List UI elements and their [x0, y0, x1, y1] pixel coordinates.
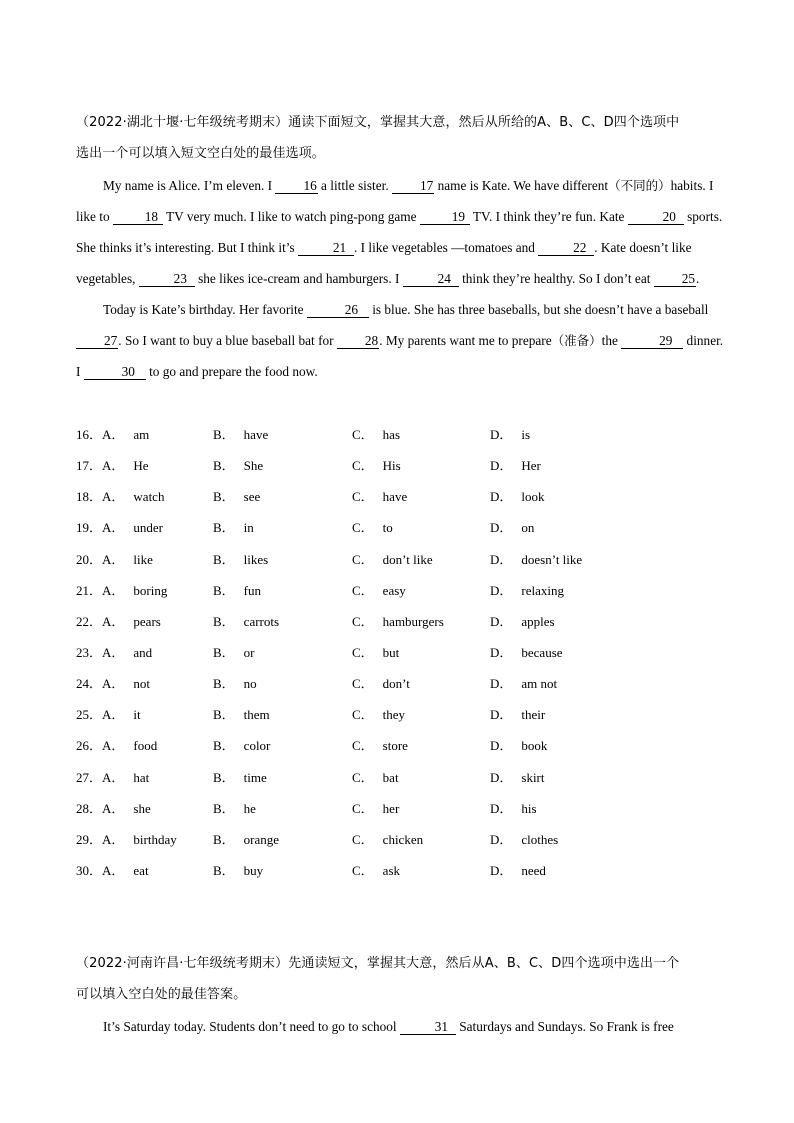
option-b	[213, 450, 263, 481]
option-c	[352, 730, 408, 761]
question-number: 18．	[76, 489, 103, 505]
option-text: hamburgers	[382, 613, 444, 629]
option-letter: B．	[213, 427, 235, 442]
option-text: skirt	[521, 769, 545, 785]
option-letter: C．	[352, 862, 374, 878]
option-text: under	[133, 520, 164, 536]
section2-instructions	[76, 948, 726, 1010]
chinese-gloss: （准备）	[551, 333, 602, 348]
option-text: have	[243, 427, 269, 442]
option-letter: A．	[102, 582, 125, 598]
blank-26: 26	[307, 302, 369, 318]
option-text: but	[382, 644, 400, 660]
option-a	[76, 668, 150, 699]
option-text: see	[243, 489, 261, 505]
option-letter: C．	[352, 738, 374, 754]
option-text: clothes	[521, 831, 559, 847]
option-text: ask	[382, 862, 401, 878]
option-d	[490, 793, 537, 824]
question-row	[76, 699, 726, 730]
question-number: 24．	[76, 676, 103, 692]
option-text: look	[521, 489, 545, 505]
passage-text: TV. I think they’re fun. Kate	[469, 209, 628, 224]
blank-20: 20	[628, 209, 684, 225]
passage-text: think they’re healthy. So I don’t eat	[458, 271, 654, 286]
option-text: to	[382, 520, 393, 536]
instruction-line: 选出一个可以填入短文空白处的最佳选项。	[76, 146, 325, 161]
option-letter: C．	[352, 551, 374, 567]
option-text: they	[382, 707, 406, 723]
passage-text: habits. I like to	[76, 178, 714, 224]
option-text: don’t like	[382, 551, 433, 567]
question-row	[76, 512, 726, 543]
option-d	[490, 637, 563, 668]
question-row	[76, 481, 726, 512]
option-letter: C．	[352, 582, 374, 598]
option-b	[213, 668, 257, 699]
option-text: it	[133, 707, 141, 723]
option-letter: B．	[213, 613, 235, 629]
passage-text: My name is Alice. I’m eleven. I	[103, 178, 276, 193]
blank-21: 21	[298, 240, 354, 256]
option-letter: D．	[490, 707, 513, 723]
option-text: not	[133, 676, 151, 692]
option-c	[352, 419, 400, 450]
option-letter: A．	[102, 831, 125, 847]
option-text: or	[243, 644, 255, 660]
question-row	[76, 730, 726, 761]
option-a	[76, 855, 149, 886]
option-letter: A．	[102, 738, 125, 754]
option-c	[352, 793, 399, 824]
passage-text: the	[601, 333, 622, 348]
option-c	[352, 637, 399, 668]
option-c	[352, 668, 410, 699]
question-row	[76, 575, 726, 606]
blank-28: 28	[337, 333, 379, 349]
option-d	[490, 450, 541, 481]
passage-text: .	[696, 271, 700, 286]
option-letter: D．	[490, 489, 513, 505]
option-a	[76, 824, 177, 855]
option-c	[352, 544, 433, 575]
option-letter: A．	[102, 427, 125, 442]
option-letter: A．	[102, 676, 125, 692]
option-a	[76, 793, 151, 824]
option-text: because	[521, 644, 563, 660]
option-letter: D．	[490, 644, 513, 660]
option-b	[213, 419, 268, 450]
option-b	[213, 575, 261, 606]
option-text: chicken	[382, 831, 424, 847]
passage-paragraph	[76, 170, 726, 294]
option-c	[352, 824, 423, 855]
blank-22: 22	[538, 240, 594, 256]
instruction-line: 可以填入空白处的最佳答案。	[76, 987, 247, 1002]
option-letter: A．	[102, 489, 125, 505]
option-letter: C．	[352, 831, 374, 847]
blank-29: 29	[621, 333, 683, 349]
option-letter: C．	[352, 800, 374, 816]
question-number: 29．	[76, 831, 103, 847]
option-text: he	[243, 800, 256, 816]
option-letter: B．	[213, 644, 235, 660]
question-row	[76, 668, 726, 699]
option-b	[213, 824, 279, 855]
option-text: watch	[133, 489, 165, 505]
option-text: is	[521, 427, 531, 442]
option-text: their	[521, 707, 546, 723]
option-text: eat	[133, 862, 149, 878]
option-letter: B．	[213, 676, 235, 692]
option-letter: C．	[352, 489, 374, 505]
passage-text: . I like vegetables —tomatoes and	[354, 240, 539, 255]
option-d	[490, 419, 530, 450]
chinese-gloss: （不同的）	[608, 178, 671, 193]
passage-text: a little sister.	[317, 178, 392, 193]
option-b	[213, 606, 279, 637]
option-letter: D．	[490, 551, 513, 567]
option-text: apples	[521, 613, 555, 629]
option-text: bat	[382, 769, 399, 785]
option-text: He	[133, 458, 149, 474]
option-c	[352, 762, 399, 793]
option-a	[76, 699, 141, 730]
blank-27: 27	[76, 333, 118, 349]
question-number: 25．	[76, 707, 103, 723]
option-a	[76, 575, 167, 606]
question-number: 26．	[76, 738, 103, 754]
option-letter: C．	[352, 676, 374, 692]
option-a	[76, 481, 164, 512]
option-text: am not	[521, 676, 558, 692]
passage-text: . Kate doesn’t like vegetables,	[76, 240, 692, 286]
option-text: them	[243, 707, 270, 723]
blank-25: 25	[654, 271, 696, 287]
passage-text: . So I want to buy a blue baseball bat for	[118, 333, 337, 348]
question-number: 17．	[76, 458, 103, 474]
section1-instructions	[76, 107, 726, 169]
option-letter: B．	[213, 800, 235, 816]
option-text: have	[382, 489, 408, 505]
question-number: 23．	[76, 644, 103, 660]
question-row	[76, 419, 726, 450]
option-letter: D．	[490, 769, 513, 785]
option-b	[213, 699, 270, 730]
option-letter: A．	[102, 613, 125, 629]
passage-text: she likes ice-cream and hamburgers. I	[194, 271, 403, 286]
option-a	[76, 637, 152, 668]
option-text: relaxing	[521, 582, 564, 598]
option-letter: B．	[213, 458, 235, 474]
passage-2	[76, 1011, 726, 1042]
passage-text: It’s Saturday today. Students don’t need to go to school	[103, 1019, 400, 1034]
option-d	[490, 762, 545, 793]
option-letter: A．	[102, 769, 125, 785]
option-letter: D．	[490, 520, 513, 536]
option-letter: D．	[490, 862, 513, 878]
instruction-line: （2022·湖北十堰·七年级统考期末）通读下面短文，掌握其大意，然后从所给的A、B、C、D四个选项中	[76, 115, 680, 130]
option-letter: B．	[213, 738, 235, 754]
option-a	[76, 730, 157, 761]
option-d	[490, 512, 534, 543]
option-text: birthday	[133, 831, 177, 847]
passage-text: sports. She thinks it’s interesting. But I think it’s	[76, 209, 723, 255]
option-letter: D．	[490, 831, 513, 847]
option-letter: D．	[490, 738, 513, 754]
option-b	[213, 637, 255, 668]
question-row	[76, 855, 726, 886]
option-text: carrots	[243, 613, 280, 629]
question-row	[76, 450, 726, 481]
option-b	[213, 762, 267, 793]
option-letter: C．	[352, 769, 374, 785]
option-d	[490, 575, 564, 606]
option-c	[352, 606, 444, 637]
option-c	[352, 699, 405, 730]
question-number: 28．	[76, 800, 103, 816]
option-letter: A．	[102, 862, 125, 878]
option-text: doesn’t like	[521, 551, 583, 567]
option-letter: B．	[213, 489, 235, 505]
option-text: and	[133, 644, 153, 660]
option-letter: B．	[213, 707, 235, 723]
option-a	[76, 544, 153, 575]
passage-text: dinner. I	[76, 333, 724, 379]
blank-16: 16	[275, 178, 317, 194]
option-text: likes	[243, 551, 269, 567]
option-text: has	[382, 427, 401, 442]
option-letter: A．	[102, 458, 125, 474]
option-a	[76, 762, 149, 793]
option-letter: A．	[102, 800, 125, 816]
option-d	[490, 824, 558, 855]
option-text: She	[243, 458, 264, 474]
passage-1	[76, 170, 726, 387]
question-row	[76, 544, 726, 575]
option-letter: A．	[102, 520, 125, 536]
option-b	[213, 855, 263, 886]
option-d	[490, 481, 545, 512]
option-letter: B．	[213, 862, 235, 878]
option-text: her	[382, 800, 400, 816]
option-c	[352, 512, 393, 543]
option-letter: B．	[213, 582, 235, 598]
passage-text: is blue. She has three baseballs, but she doesn’t have a baseball	[368, 302, 709, 317]
option-letter: A．	[102, 644, 125, 660]
option-a	[76, 512, 163, 543]
option-c	[352, 481, 407, 512]
option-c	[352, 450, 401, 481]
option-d	[490, 730, 547, 761]
option-a	[76, 450, 149, 481]
blank-31: 31	[400, 1019, 456, 1035]
passage-text: Today is Kate’s birthday. Her favorite	[103, 302, 307, 317]
option-text: in	[243, 520, 254, 536]
option-letter: B．	[213, 831, 235, 847]
option-text: hat	[133, 769, 150, 785]
passage-text: TV very much. I like to watch ping-pong game	[162, 209, 420, 224]
option-text: orange	[243, 831, 280, 847]
question-row	[76, 824, 726, 855]
option-b	[213, 544, 268, 575]
option-letter: D．	[490, 613, 513, 629]
option-d	[490, 668, 557, 699]
option-letter: D．	[490, 458, 513, 474]
blank-24: 24	[403, 271, 459, 287]
passage-text: Saturdays and Sundays. So Frank is free	[455, 1019, 674, 1034]
option-text: buy	[243, 862, 264, 878]
option-text: she	[133, 800, 151, 816]
option-text: am	[133, 427, 150, 442]
option-text: pears	[133, 613, 161, 629]
option-a	[76, 419, 149, 450]
blank-30: 30	[84, 364, 146, 380]
passage-text: . My parents want me to prepare	[379, 333, 552, 348]
option-c	[352, 855, 400, 886]
option-b	[213, 481, 260, 512]
option-text: Her	[521, 458, 541, 474]
option-text: book	[521, 738, 548, 754]
blank-18: 18	[113, 209, 163, 225]
option-d	[490, 855, 546, 886]
option-text: like	[133, 551, 153, 567]
option-text: store	[382, 738, 408, 754]
option-letter: A．	[102, 707, 125, 723]
question-number: 27．	[76, 769, 103, 785]
option-letter: D．	[490, 582, 513, 598]
option-text: time	[243, 769, 267, 785]
question-row	[76, 762, 726, 793]
option-letter: C．	[352, 520, 374, 536]
question-number: 21．	[76, 582, 103, 598]
option-letter: A．	[102, 551, 125, 567]
instruction-line: （2022·河南许昌·七年级统考期末）先通读短文，掌握其大意，然后从A、B、C、D四个选项中选出一个	[76, 956, 680, 971]
option-letter: D．	[490, 676, 513, 692]
option-text: food	[133, 738, 158, 754]
blank-17: 17	[392, 178, 434, 194]
option-letter: C．	[352, 707, 374, 723]
option-c	[352, 575, 406, 606]
passage-text: to go and prepare the food now.	[145, 364, 318, 379]
option-text: boring	[133, 582, 168, 598]
option-b	[213, 730, 270, 761]
option-d	[490, 544, 582, 575]
option-d	[490, 699, 545, 730]
option-letter: D．	[490, 427, 513, 442]
option-text: His	[382, 458, 401, 474]
option-letter: C．	[352, 427, 374, 442]
option-letter: B．	[213, 520, 235, 536]
option-text: need	[521, 862, 546, 878]
question-options-list	[76, 419, 726, 886]
option-text: easy	[382, 582, 406, 598]
option-letter: C．	[352, 613, 374, 629]
question-row	[76, 793, 726, 824]
option-letter: D．	[490, 800, 513, 816]
option-text: fun	[243, 582, 262, 598]
option-letter: B．	[213, 769, 235, 785]
question-number: 30．	[76, 862, 103, 878]
blank-23: 23	[139, 271, 195, 287]
option-text: on	[521, 520, 535, 536]
option-letter: C．	[352, 644, 374, 660]
passage-paragraph	[76, 294, 726, 387]
option-b	[213, 512, 254, 543]
passage-text: name is Kate. We have different	[434, 178, 609, 193]
question-number: 20．	[76, 551, 103, 567]
question-row	[76, 606, 726, 637]
option-text: his	[521, 800, 537, 816]
blank-19: 19	[420, 209, 470, 225]
option-b	[213, 793, 256, 824]
option-letter: B．	[213, 551, 235, 567]
option-text: no	[243, 676, 257, 692]
option-a	[76, 606, 161, 637]
option-letter: C．	[352, 458, 374, 474]
option-d	[490, 606, 555, 637]
question-number: 19．	[76, 520, 103, 536]
question-row	[76, 637, 726, 668]
question-number: 22．	[76, 613, 103, 629]
option-text: color	[243, 738, 271, 754]
passage-paragraph	[76, 1011, 726, 1042]
option-text: don’t	[382, 676, 410, 692]
question-number: 16．	[76, 427, 103, 442]
